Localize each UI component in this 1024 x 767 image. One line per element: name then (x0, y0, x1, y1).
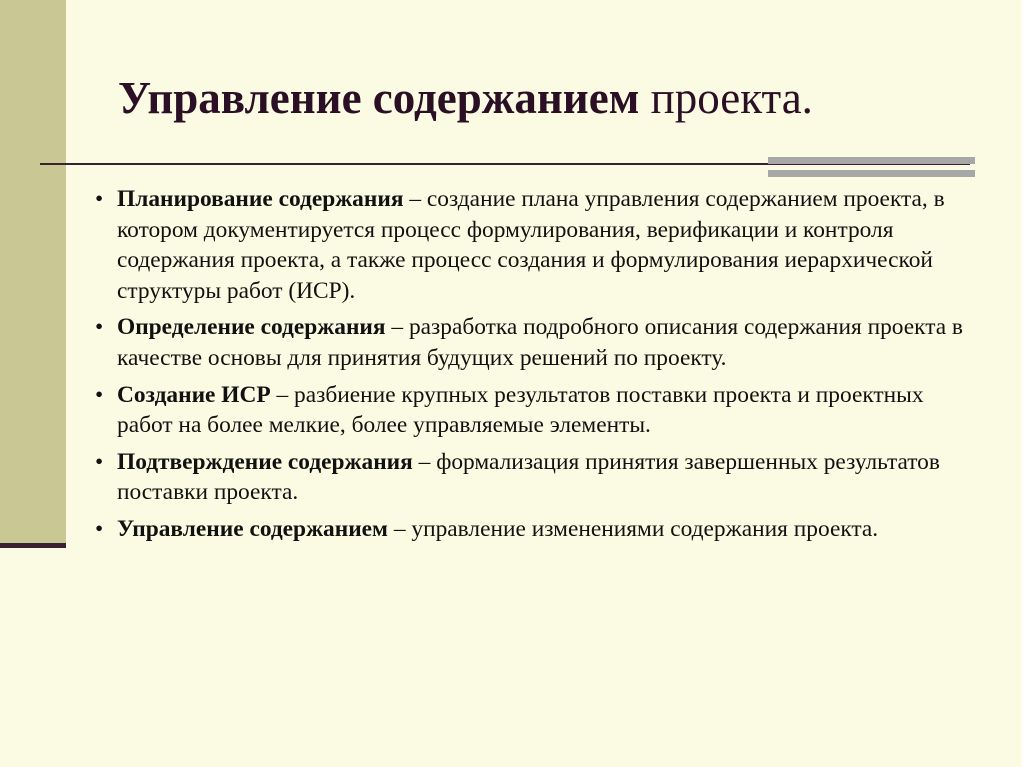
slide-title (118, 66, 813, 130)
left-accent-rule (0, 543, 66, 548)
bullet-description: – формализация принятия завершенных результатов поставки проекта. (117, 448, 940, 506)
bullet-marker: • (95, 314, 104, 341)
bullet-term: Создание ИСР (117, 381, 271, 408)
bullet-description: – управление изменениями содержания проекта. (388, 515, 879, 542)
left-decorative-band (0, 0, 66, 545)
bullet-description: – создание плана управления содержанием проекта, в котором документируется процесс формулирования, верификации и контроля содержания проекта, а также процесс создания и формулирования иерархической структуры работ (ИСР). (117, 186, 945, 304)
accent-bar-bottom (768, 170, 975, 177)
bullet-term: Определение содержания (117, 314, 386, 341)
bullet-item-create-wbs (75, 380, 965, 441)
bullet-marker: • (95, 186, 104, 212)
slide-title-regular-part: проекта. (639, 73, 813, 123)
bullet-term: Управление содержанием (117, 515, 388, 542)
bullet-item-scope-definition (75, 312, 965, 373)
title-accent-bars (768, 157, 975, 178)
bullet-item-scope-control (75, 514, 965, 545)
slide-title-bold-part: Управление содержанием (118, 73, 640, 123)
bullet-term: Подтверждение содержания (117, 448, 413, 475)
bullet-term: Планирование содержания (117, 186, 404, 212)
bullet-item-scope-planning (75, 184, 965, 306)
bullet-description: – разработка подробного описания содержания проекта в качестве основы для принятия будущих решений по проекту. (117, 314, 963, 371)
bullet-marker: • (95, 515, 104, 542)
bullet-item-scope-verification (75, 447, 965, 508)
bullet-description: – разбиение крупных результатов поставки проекта и проектных работ на более мелкие, более управляемые элементы. (117, 381, 924, 439)
accent-bar-top (768, 157, 975, 164)
bullet-marker: • (95, 448, 104, 475)
bullet-marker: • (95, 381, 104, 408)
bullet-list (75, 184, 965, 551)
